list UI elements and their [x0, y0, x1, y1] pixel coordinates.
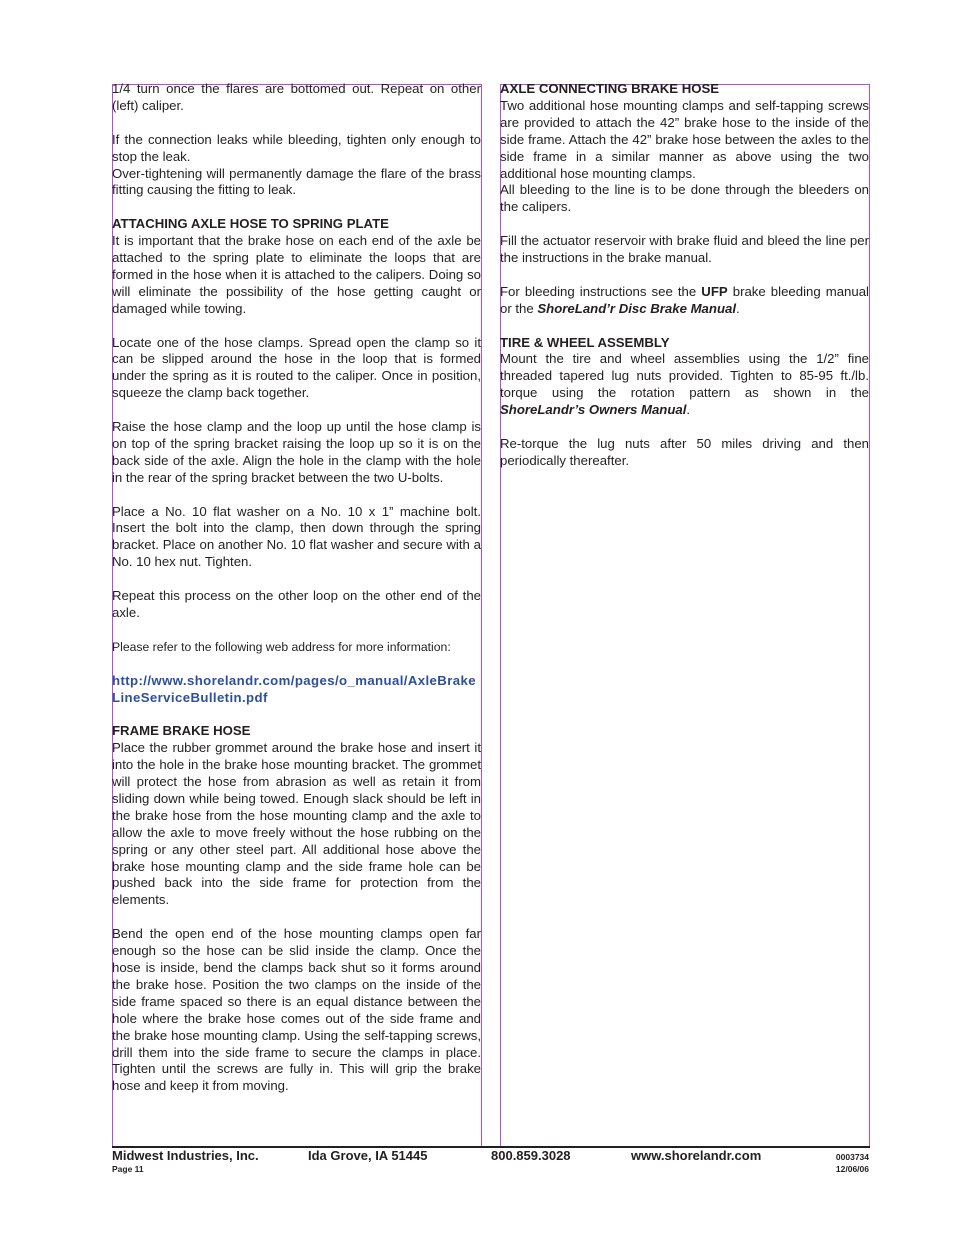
- paragraph: Bend the open end of the hose mounting clamps open far enough so the hose can be slid inside the clamp. Once the hose is inside, bend the clamps back shut so it forms around the brake hose. Position the two clamps on the inside of the side frame spaced so there is an equal distance between the hole where the brake hose comes out of the side frame and the brake hose mounting clamp. Using the self-tapping screws, drill them into the side frame to secure the clamps in place. Tighten until the screws are fully in. This will grip the brake hose and keep it from moving.: [112, 926, 481, 1094]
- footer-doc-number: 0003734: [835, 1152, 869, 1162]
- footer-date: 12/06/06: [835, 1164, 869, 1174]
- section-heading: TIRE & WHEEL ASSEMBLY: [500, 334, 670, 350]
- paragraph: Raise the hose clamp and the loop up until the hose clamp is on top of the spring bracket raising the loop up so it is on the back side of the axle. Align the hole in the clamp with the hole in the rear of the spring bracket between the two U-bolts.: [112, 419, 481, 485]
- footer-city: Ida Grove, IA 51445: [308, 1148, 428, 1163]
- text-run-bold: UFP: [701, 283, 728, 299]
- paragraph: [500, 351, 869, 419]
- paragraph: It is important that the brake hose on each end of the axle be attached to the spring plate to eliminate the loops that are formed in the hose when it is attached to the calipers. Doing so will eliminate the possibility of the hose getting caught or damaged while towing.: [112, 233, 481, 316]
- footer-website: www.shorelandr.com: [631, 1148, 762, 1163]
- paragraph: Place the rubber grommet around the brake hose and insert it into the hole in the brake hose mounting bracket. The grommet will protect the hose from abrasion as well as retain it from sliding down while being towed. Enough slack should be left in the brake hose from the hose mounting clamp and the axle to allow the axle to move freely without the hose rubbing on the spring or any other steel part. All additional hose above the brake hose mounting clamp and the side frame hole can be pushed back into the side frame for protection from the elements.: [112, 740, 481, 908]
- section-heading: AXLE CONNECTING BRAKE HOSE: [500, 81, 720, 96]
- footer-phone: 800.859.3028: [491, 1148, 571, 1163]
- section-heading: ATTACHING AXLE HOSE TO SPRING PLATE: [112, 216, 389, 232]
- paragraph: Please refer to the following web address for more information:: [112, 639, 451, 654]
- footer-page-number: Page 11: [112, 1164, 144, 1174]
- paragraph: [500, 284, 869, 318]
- paragraph: 1/4 turn once the flares are bottomed out. Repeat on other (left) caliper.: [112, 81, 481, 113]
- paragraph: Repeat this process on the other loop on the other end of the axle.: [112, 588, 481, 620]
- section-heading: FRAME BRAKE HOSE: [112, 723, 251, 739]
- web-link[interactable]: http://www.shorelandr.com/pages/o_manual/AxleBrakeLineServiceBulletin.pdf: [112, 672, 476, 705]
- paragraph: Re-torque the lug nuts after 50 miles driving and then periodically thereafter.: [500, 435, 869, 468]
- paragraph: Over-tightening will permanently damage the flare of the brass fitting causing the fitting to leak.: [112, 165, 481, 198]
- right-column: [500, 81, 869, 470]
- paragraph: Fill the actuator reservoir with brake fluid and bleed the line per the instructions in the brake manual.: [500, 233, 869, 266]
- text-run: .: [736, 300, 740, 316]
- paragraph: All bleeding to the line is to be done through the bleeders on the calipers.: [500, 182, 869, 215]
- text-run: Mount the tire and wheel assemblies using the 1/2” fine threaded tapered lug nuts provided. Tighten to 85-95 ft./lb. torque using the rotation pattern as shown in the: [500, 351, 869, 401]
- manual-title: ShoreLandr’s Owners Manual: [500, 402, 687, 418]
- paragraph: Two additional hose mounting clamps and self-tapping screws are provided to attach the 42” brake hose to the inside of the side frame. Attach the 42” brake hose between the axles to the side frame in a similar manner as above using the two additional hose mounting clamps.: [500, 97, 869, 181]
- footer-company: Midwest Industries, Inc.: [112, 1148, 259, 1163]
- text-run: For bleeding instructions see the: [500, 283, 702, 299]
- paragraph: Place a No. 10 flat washer on a No. 10 x 1” machine bolt. Insert the bolt into the clamp, then down through the spring bracket. Place on another No. 10 flat washer and secure with a No. 10 hex nut. Tighten.: [112, 503, 481, 570]
- text-run: .: [686, 402, 691, 418]
- left-column: [112, 81, 481, 1095]
- paragraph: Locate one of the hose clamps. Spread open the clamp so it can be slipped around the hose in the loop that is formed under the spring as it is routed to the caliper. Once in position, squeeze the clamp back together.: [112, 334, 481, 401]
- text-run: brake bleeding manual or the: [500, 283, 869, 316]
- paragraph: If the connection leaks while bleeding, tighten only enough to stop the leak.: [112, 131, 481, 164]
- manual-title: ShoreLand’r Disc Brake Manual: [537, 300, 736, 316]
